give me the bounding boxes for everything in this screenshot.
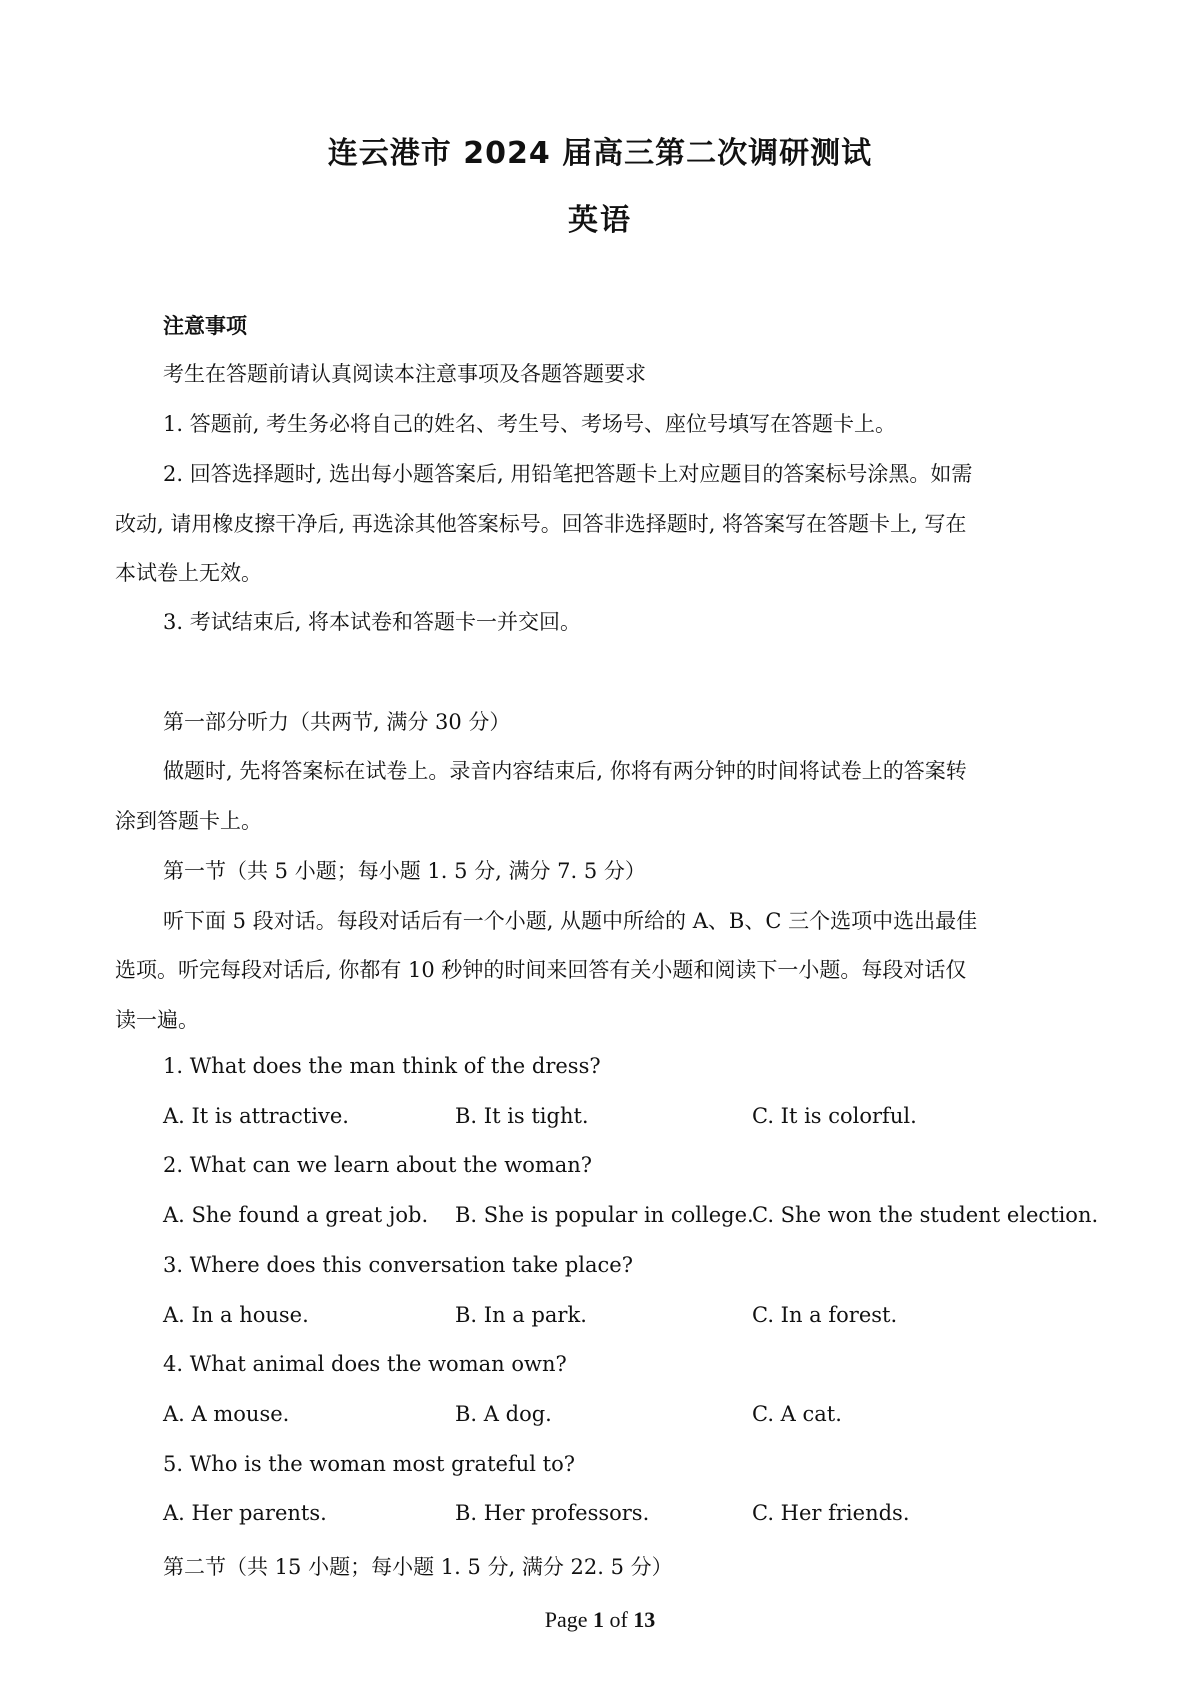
question-3-option-c: C. In a forest. (752, 1303, 898, 1327)
question-5-option-c: C. Her friends. (752, 1501, 910, 1525)
notice-item-2-line-2: 改动, 请用橡皮擦干净后, 再选涂其他答案标号。回答非选择题时, 将答案写在答题卡上, 写在 (115, 512, 967, 536)
question-1-option-b: B. It is tight. (455, 1104, 589, 1128)
question-1-option-a: A. It is attractive. (163, 1104, 349, 1128)
notice-heading: 注意事项 (163, 314, 247, 338)
notice-item-3: 3. 考试结束后, 将本试卷和答题卡一并交回。 (163, 610, 582, 634)
part1-instruction-line-2: 涂到答题卡上。 (115, 809, 262, 833)
question-4: 4. What animal does the woman own? (163, 1352, 567, 1376)
section1-instruction-line-3: 读一遍。 (115, 1008, 199, 1032)
part1-heading: 第一部分听力（共两节, 满分 30 分） (163, 710, 511, 734)
section2-heading: 第二节（共 15 小题；每小题 1. 5 分, 满分 22. 5 分） (163, 1555, 673, 1579)
of-label: of (609, 1607, 628, 1632)
question-2-option-b: B. She is popular in college. (455, 1203, 754, 1227)
page-number: 1 (592, 1607, 604, 1632)
question-3-option-b: B. In a park. (455, 1303, 587, 1327)
page-label: Page (544, 1607, 588, 1632)
section1-heading: 第一节（共 5 小题；每小题 1. 5 分, 满分 7. 5 分） (163, 859, 646, 883)
question-1: 1. What does the man think of the dress? (163, 1054, 601, 1078)
question-5-option-b: B. Her professors. (455, 1501, 650, 1525)
notice-item-1: 1. 答题前, 考生务必将自己的姓名、考生号、考场号、座位号填写在答题卡上。 (163, 412, 897, 436)
section1-instruction-line-1: 听下面 5 段对话。每段对话后有一个小题, 从题中所给的 A、B、C 三个选项中选出最佳 (163, 909, 978, 933)
question-2: 2. What can we learn about the woman? (163, 1153, 593, 1177)
notice-intro: 考生在答题前请认真阅读本注意事项及各题答题要求 (163, 362, 646, 386)
question-5: 5. Who is the woman most grateful to? (163, 1452, 575, 1476)
question-2-option-c: C. She won the student election. (752, 1203, 1099, 1227)
question-3: 3. Where does this conversation take place? (163, 1253, 633, 1277)
part1-instruction-line-1: 做题时, 先将答案标在试卷上。录音内容结束后, 你将有两分钟的时间将试卷上的答案转 (163, 759, 967, 783)
question-4-option-b: B. A dog. (455, 1402, 552, 1426)
question-5-option-a: A. Her parents. (163, 1501, 327, 1525)
subject-title: 英语 (568, 203, 632, 238)
page-total: 13 (633, 1607, 656, 1632)
question-4-option-c: C. A cat. (752, 1402, 842, 1426)
question-4-option-a: A. A mouse. (163, 1402, 290, 1426)
question-1-option-c: C. It is colorful. (752, 1104, 917, 1128)
section1-instruction-line-2: 选项。听完每段对话后, 你都有 10 秒钟的时间来回答有关小题和阅读下一小题。每段对话仅 (115, 958, 967, 982)
question-2-option-a: A. She found a great job. (163, 1203, 429, 1227)
notice-item-2-line-3: 本试卷上无效。 (115, 561, 262, 585)
question-3-option-a: A. In a house. (163, 1303, 309, 1327)
exam-title: 连云港市 2024 届高三第二次调研测试 (327, 136, 873, 171)
page-footer (0, 1607, 1200, 1633)
notice-item-2-line-1: 2. 回答选择题时, 选出每小题答案后, 用铅笔把答题卡上对应题目的答案标号涂黑。如需 (163, 462, 973, 486)
